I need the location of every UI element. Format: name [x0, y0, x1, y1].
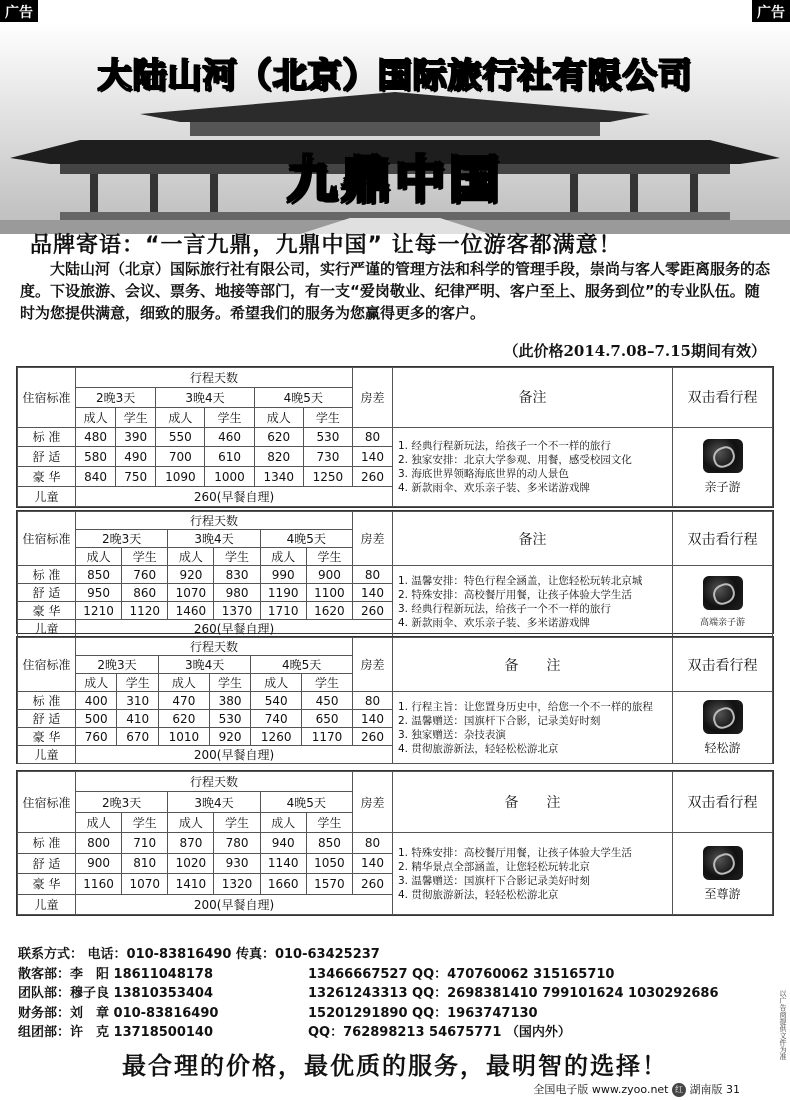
room-diff-cell: 80 — [353, 427, 393, 447]
view-trip-header[interactable]: 双击看行程 — [673, 772, 773, 833]
view-trip-cell[interactable] — [673, 566, 773, 638]
room-diff-cell: 260 — [353, 602, 393, 620]
price-cell: 670 — [117, 728, 158, 746]
footer-badge-icon: 红 — [672, 1083, 686, 1097]
note-line: 2. 精华景点全部涵盖，让您轻松玩转北京 — [398, 860, 590, 873]
adult-header: 成人 — [158, 674, 209, 692]
price-cell: 1660 — [260, 874, 306, 894]
duration-header: 4晚5天 — [251, 656, 353, 674]
room-diff-cell: 80 — [353, 692, 393, 710]
price-cell: 1710 — [260, 602, 306, 620]
table-row — [18, 566, 773, 584]
level-cell: 舒 适 — [18, 584, 76, 602]
student-header: 学生 — [306, 812, 352, 832]
price-cell: 490 — [116, 447, 156, 467]
level-cell: 豪 华 — [18, 874, 76, 894]
slogan-art: 九鼎中国 — [287, 151, 503, 209]
price-cell: 1020 — [168, 853, 214, 873]
price-cell: 530 — [303, 427, 352, 447]
price-cell: 730 — [303, 447, 352, 467]
price-cell: 870 — [168, 833, 214, 853]
note-line: 2. 独家安排：北京大学参观、用餐，感受校园文化 — [398, 453, 632, 466]
note-line: 4. 新款雨伞、欢乐亲子装、多米诺游戏牌 — [398, 481, 590, 494]
level-cell: 标 准 — [18, 692, 76, 710]
palace-banner — [0, 22, 790, 234]
price-cell: 540 — [251, 692, 302, 710]
child-price: 200(早餐自理) — [76, 894, 393, 914]
notes-header: 备 注 — [393, 772, 673, 833]
duration-header: 3晚4天 — [158, 656, 250, 674]
price-cell: 1090 — [156, 467, 205, 487]
student-header: 学生 — [122, 812, 168, 832]
duration-header: 2晚3天 — [76, 656, 159, 674]
price-cell: 860 — [122, 584, 168, 602]
price-cell: 610 — [205, 447, 254, 467]
price-cell: 840 — [76, 467, 116, 487]
note-line: 1. 温馨安排：特色行程全涵盖，让您轻松玩转北京城 — [398, 574, 643, 587]
price-table — [16, 636, 774, 764]
price-cell: 460 — [205, 427, 254, 447]
student-header: 学生 — [209, 674, 250, 692]
notes-cell — [393, 427, 673, 506]
room-diff-cell: 260 — [353, 467, 393, 487]
side-note: 以广告商提供文件为准 — [779, 990, 787, 1060]
footer-site: www.zyoo.net — [591, 1083, 669, 1096]
price-cell: 1250 — [303, 467, 352, 487]
ad-tag-left: 广告 — [0, 0, 38, 22]
price-cell: 480 — [76, 427, 116, 447]
room-diff-cell: 260 — [353, 728, 393, 746]
notes-cell — [393, 566, 673, 638]
price-cell: 920 — [209, 728, 250, 746]
price-cell: 500 — [76, 710, 117, 728]
level-cell: 标 准 — [18, 833, 76, 853]
trip-badge-label: 至尊游 — [704, 886, 741, 901]
student-header: 学生 — [116, 407, 156, 427]
price-cell: 390 — [116, 427, 156, 447]
trip-days-header: 行程天数 — [76, 638, 353, 656]
seal-icon — [703, 846, 743, 880]
brand-slogan: 品牌寄语：“一言九鼎，九鼎中国” 让每一位游客都满意！ — [30, 233, 622, 258]
room-diff-header: 房差 — [353, 638, 393, 692]
adult-header: 成人 — [254, 407, 303, 427]
contact-row: 财务部：刘 章 010-83816490 15201291890 QQ：1963747130 — [18, 1005, 538, 1021]
view-trip-cell[interactable] — [673, 427, 773, 506]
student-header: 学生 — [214, 812, 260, 832]
price-cell: 580 — [76, 447, 116, 467]
price-cell: 1170 — [302, 728, 353, 746]
note-line: 2. 温馨赠送：国旗杆下合影，记录美好时刻 — [398, 714, 601, 727]
closing-slogan: 最合理的价格，最优质的服务，最明智的选择！ — [122, 1052, 668, 1080]
table-row — [18, 833, 773, 853]
table-row — [18, 692, 773, 710]
price-cell: 1370 — [214, 602, 260, 620]
price-cell: 800 — [76, 833, 122, 853]
price-cell: 1410 — [168, 874, 214, 894]
price-cell: 450 — [302, 692, 353, 710]
room-diff-cell: 140 — [353, 853, 393, 873]
price-cell: 310 — [117, 692, 158, 710]
seal-icon — [703, 576, 743, 610]
price-cell: 650 — [302, 710, 353, 728]
view-trip-header[interactable]: 双击看行程 — [673, 368, 773, 428]
price-cell: 1190 — [260, 584, 306, 602]
note-line: 1. 行程主旨：让您置身历史中，给您一个不一样的旅程 — [398, 700, 653, 713]
price-cell: 830 — [214, 566, 260, 584]
price-cell: 780 — [214, 833, 260, 853]
price-cell: 900 — [306, 566, 352, 584]
price-cell: 850 — [76, 566, 122, 584]
duration-header: 4晚5天 — [260, 530, 352, 548]
company-name: 大陆山河（北京）国际旅行社有限公司 — [97, 56, 693, 96]
room-diff-cell: 80 — [353, 833, 393, 853]
price-cell: 760 — [76, 728, 117, 746]
level-cell: 豪 华 — [18, 602, 76, 620]
student-header: 学生 — [214, 548, 260, 566]
duration-header: 2晚3天 — [76, 387, 156, 407]
price-cell: 750 — [116, 467, 156, 487]
price-cell: 380 — [209, 692, 250, 710]
adult-header: 成人 — [76, 812, 122, 832]
page-number: 31 — [726, 1083, 740, 1096]
child-label: 儿童 — [18, 746, 76, 764]
duration-header: 3晚4天 — [156, 387, 254, 407]
price-cell: 550 — [156, 427, 205, 447]
price-cell: 950 — [76, 584, 122, 602]
price-cell: 620 — [158, 710, 209, 728]
trip-days-header: 行程天数 — [76, 512, 353, 530]
price-table — [16, 366, 774, 508]
duration-header: 4晚5天 — [260, 792, 352, 812]
price-cell: 400 — [76, 692, 117, 710]
child-label: 儿童 — [18, 620, 76, 638]
adult-header: 成人 — [76, 674, 117, 692]
lodging-header: 住宿标准 — [18, 772, 76, 833]
level-cell: 舒 适 — [18, 447, 76, 467]
note-line: 1. 经典行程新玩法，给孩子一个不一样的旅行 — [398, 439, 611, 452]
contact-row: 组团部：许 克 13718500140 QQ：762898213 54675771 （国内外） — [18, 1025, 571, 1040]
price-table — [16, 510, 774, 634]
room-diff-cell: 80 — [353, 566, 393, 584]
note-line: 3. 温馨赠送：国旗杆下合影记录美好时刻 — [398, 874, 590, 887]
student-header: 学生 — [117, 674, 158, 692]
note-line: 3. 独家赠送：杂技表演 — [398, 728, 506, 741]
price-table — [16, 770, 774, 916]
room-diff-header: 房差 — [353, 772, 393, 833]
lodging-header: 住宿标准 — [18, 638, 76, 692]
child-label: 儿童 — [18, 487, 76, 507]
level-cell: 豪 华 — [18, 467, 76, 487]
price-cell: 1210 — [76, 602, 122, 620]
trip-days-header: 行程天数 — [76, 772, 353, 792]
student-header: 学生 — [303, 407, 352, 427]
price-cell: 470 — [158, 692, 209, 710]
lodging-header: 住宿标准 — [18, 512, 76, 566]
child-price: 260(早餐自理) — [76, 487, 393, 507]
duration-header: 3晚4天 — [168, 530, 260, 548]
duration-header: 4晚5天 — [254, 387, 352, 407]
room-diff-cell: 140 — [353, 584, 393, 602]
duration-header: 2晚3天 — [76, 530, 168, 548]
price-cell: 1260 — [251, 728, 302, 746]
price-cell: 1050 — [306, 853, 352, 873]
price-cell: 1120 — [122, 602, 168, 620]
price-cell: 940 — [260, 833, 306, 853]
level-cell: 舒 适 — [18, 853, 76, 873]
room-diff-header: 房差 — [353, 512, 393, 566]
price-cell: 1160 — [76, 874, 122, 894]
contact-section — [18, 945, 778, 1043]
footer-prefix: 全国电子版 — [533, 1083, 589, 1096]
view-trip-header[interactable]: 双击看行程 — [673, 638, 773, 692]
notes-header: 备 注 — [393, 638, 673, 692]
price-cell: 850 — [306, 833, 352, 853]
price-cell: 700 — [156, 447, 205, 467]
note-line: 4. 贯彻旅游新法，轻轻松松游北京 — [398, 742, 559, 755]
price-cell: 810 — [122, 853, 168, 873]
price-cell: 900 — [76, 853, 122, 873]
adult-header: 成人 — [168, 548, 214, 566]
page-footer — [533, 1081, 740, 1097]
duration-header: 3晚4天 — [168, 792, 260, 812]
trip-badge-label: 高端亲子游 — [699, 617, 745, 628]
notes-cell — [393, 692, 673, 764]
notes-header: 备注 — [393, 368, 673, 428]
adult-header: 成人 — [76, 548, 122, 566]
note-line: 2. 特殊安排：高校餐厅用餐，让孩子体验大学生活 — [398, 588, 632, 601]
price-cell: 1460 — [168, 602, 214, 620]
table-row — [18, 427, 773, 447]
price-cell: 1340 — [254, 467, 303, 487]
level-cell: 标 准 — [18, 566, 76, 584]
student-header: 学生 — [306, 548, 352, 566]
price-cell: 920 — [168, 566, 214, 584]
room-diff-header: 房差 — [353, 368, 393, 428]
duration-header: 2晚3天 — [76, 792, 168, 812]
trip-days-header: 行程天数 — [76, 368, 353, 388]
price-cell: 740 — [251, 710, 302, 728]
room-diff-cell: 260 — [353, 874, 393, 894]
lodging-header: 住宿标准 — [18, 368, 76, 428]
view-trip-cell[interactable] — [673, 833, 773, 915]
contact-row: 团队部：穆子良 13810353404 13261243313 QQ：2698381410 799101624 1030292686 — [18, 986, 719, 1001]
seal-icon — [703, 439, 743, 473]
price-cell: 930 — [214, 853, 260, 873]
notes-header: 备注 — [393, 512, 673, 566]
price-cell: 1070 — [122, 874, 168, 894]
price-cell: 1100 — [306, 584, 352, 602]
student-header: 学生 — [122, 548, 168, 566]
adult-header: 成人 — [156, 407, 205, 427]
price-cell: 760 — [122, 566, 168, 584]
price-cell: 1000 — [205, 467, 254, 487]
child-price: 260(早餐自理) — [76, 620, 393, 638]
note-line: 4. 贯彻旅游新法，轻轻松松游北京 — [398, 888, 559, 901]
price-cell: 980 — [214, 584, 260, 602]
price-cell: 820 — [254, 447, 303, 467]
note-line: 3. 海底世界领略海底世界的动人景色 — [398, 467, 569, 480]
adult-header: 成人 — [251, 674, 302, 692]
contact-row: 散客部：李 阳 18611048178 13466667527 QQ：470760062 315165710 — [18, 966, 615, 982]
contact-header: 联系方式： 电话：010-83816490 传真：010-63425237 — [18, 947, 380, 962]
child-label: 儿童 — [18, 894, 76, 914]
price-cell: 1010 — [158, 728, 209, 746]
price-cell: 1620 — [306, 602, 352, 620]
price-cell: 1570 — [306, 874, 352, 894]
adult-header: 成人 — [76, 407, 116, 427]
note-line: 4. 新款雨伞、欢乐亲子装、多米诺游戏牌 — [398, 616, 590, 629]
price-cell: 530 — [209, 710, 250, 728]
note-line: 3. 经典行程新玩法，给孩子一个不一样的旅行 — [398, 602, 611, 615]
room-diff-cell: 140 — [353, 710, 393, 728]
note-line: 1. 特殊安排：高校餐厅用餐，让孩子体验大学生活 — [398, 846, 632, 859]
price-validity: （此价格2014.7.08–7.15期间有效） — [503, 342, 766, 360]
price-cell: 1140 — [260, 853, 306, 873]
company-intro: 大陆山河（北京）国际旅行社有限公司，实行严谨的管理方法和科学的管理手段，崇尚与客人零距离服务的态度。下设旅游、会议、票务、地接等部门，有一支“爱岗敬业、纪律严明、客户至上、服务到位”的专业队伍。随时为您提供满意，细致的服务。希望我们的服务为您赢得更多的客户。 — [20, 260, 771, 322]
adult-header: 成人 — [260, 812, 306, 832]
price-cell: 990 — [260, 566, 306, 584]
level-cell: 舒 适 — [18, 710, 76, 728]
level-cell: 豪 华 — [18, 728, 76, 746]
student-header: 学生 — [205, 407, 254, 427]
adult-header: 成人 — [168, 812, 214, 832]
ad-tag-right: 广告 — [752, 0, 790, 22]
notes-cell — [393, 833, 673, 915]
trip-badge-label: 轻松游 — [704, 740, 741, 755]
trip-badge-label: 亲子游 — [704, 479, 741, 494]
child-price: 200(早餐自理) — [76, 746, 393, 764]
price-cell: 710 — [122, 833, 168, 853]
footer-edition: 湖南版 — [689, 1083, 723, 1096]
room-diff-cell: 140 — [353, 447, 393, 467]
price-cell: 620 — [254, 427, 303, 447]
price-cell: 1070 — [168, 584, 214, 602]
view-trip-header[interactable]: 双击看行程 — [673, 512, 773, 566]
level-cell: 标 准 — [18, 427, 76, 447]
student-header: 学生 — [302, 674, 353, 692]
adult-header: 成人 — [260, 548, 306, 566]
price-cell: 410 — [117, 710, 158, 728]
view-trip-cell[interactable] — [673, 692, 773, 764]
seal-icon — [703, 700, 743, 734]
price-cell: 1320 — [214, 874, 260, 894]
